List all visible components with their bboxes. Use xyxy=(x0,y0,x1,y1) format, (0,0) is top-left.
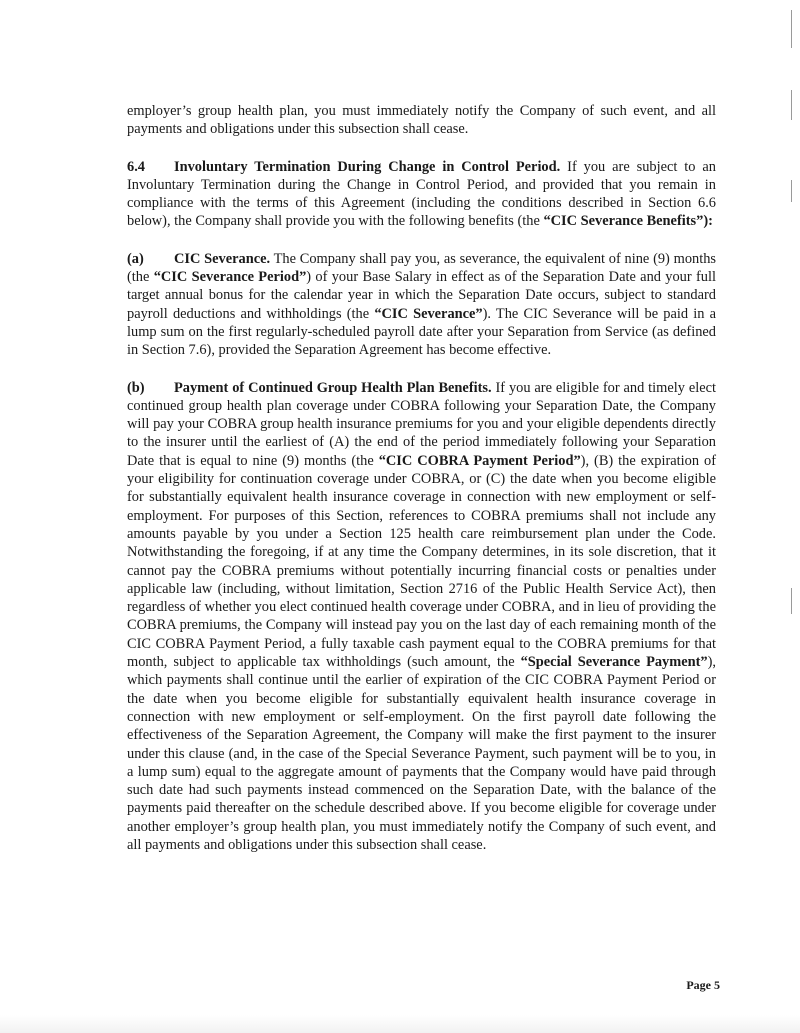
subsection-a-label: (a) xyxy=(127,250,144,267)
subsection-b-body-1: If you are eligible for and timely elect continued group health plan coverage under COBRA following your Separation Date, the Company will pay your COBRA group health insurance premiums for you and your eligible dependents directly to the insurer until the earliest of (A) the end of the period immediately following your Separation Date that is equal to nine (9) months (the xyxy=(127,379,716,469)
margin-mark-middle xyxy=(791,180,792,202)
subsection-b-body-3: ), which payments shall continue until the earlier of expiration of the CIC COBRA Payment Period or the date when you become eligible for substantially equivalent health insurance coverage in connection with new employment or self-employment. On the first payroll date following the effectiveness of the Separation Agreement, the Company will make the first payment to the insurer under this clause (and, in the case of the Special Severance Payment, such payment will be to you, in a lump sum) equal to the aggregate amount of payments that the Company would have paid through such date had such payments instead commenced on the Separation Date, with the balance of the payments paid thereafter on the schedule described above. If you become eligible for coverage under another employer’s group health plan, you must immediately notify the Company of such event, and all payments and obligations under this subsection shall cease. xyxy=(127,654,717,853)
subsection-b-label: (b) xyxy=(127,379,145,396)
subsection-a-body-1: The Company shall pay you, as severance, the equivalent of nine (9) months (the xyxy=(127,250,716,286)
scan-bottom-edge xyxy=(0,1015,800,1033)
section-heading: Involuntary Termination During Change in Control Period. xyxy=(174,158,561,175)
subsection-a-heading: CIC Severance. xyxy=(174,250,271,267)
margin-mark-top xyxy=(791,10,792,48)
subsection-a-body-3: ). The CIC Severance will be paid in a lump sum on the first regularly-scheduled payroll date after your Separation from Service (as defined in Section 7.6), provided the Separation Agreement has become effective. xyxy=(127,305,716,359)
intro-text: employer’s group health plan, you must immediately notify the Company of such event, and all payments and obligations under this subsection shall cease. xyxy=(127,103,716,138)
margin-mark-lower xyxy=(791,588,792,614)
subsection-b-body-2: ), (B) the expiration of your eligibility for continuation coverage under COBRA, or (C) the date when you become eligible for substantially equivalent health insurance coverage in connection with new employment or self-employment. For purposes of this Section, references to COBRA premiums shall not include any amounts payable by you under a Section 125 health care reimbursement plan under the Code. Notwithstanding the foregoing, if at any time the Company determines, in its sole discretion, that it cannot pay the COBRA premiums without potentially incurring financial costs or penalties under applicable law (including, without limitation, Section 2716 of the Public Health Service Act), then regardless of whether you elect continued health coverage under COBRA, and in lieu of providing the COBRA premiums, the Company will instead pay you on the last day of each remaining month of the CIC COBRA Payment Period, a fully taxable cash payment equal to the COBRA premiums for that month, subject to applicable tax withholdings (such amount, the xyxy=(127,452,717,671)
defined-term-special-severance-payment: “Special Severance Payment” xyxy=(520,654,708,671)
margin-mark-upper xyxy=(791,90,792,120)
defined-term-cic-severance-period: “CIC Severance Period” xyxy=(153,269,307,286)
defined-term-cic-severance: “CIC Severance” xyxy=(374,305,483,322)
subsection-a xyxy=(127,250,716,360)
section-number: 6.4 xyxy=(127,158,145,175)
document-page xyxy=(127,102,716,854)
defined-term-cic-severance-benefits: “CIC Severance Benefits” xyxy=(543,213,704,230)
subsection-b xyxy=(127,379,716,855)
section-body-2: ): xyxy=(703,213,713,230)
section-body-1: If you are subject to an Involuntary Termination during the Change in Control Period, and provided that you remain in compliance with the terms of this Agreement (including the conditions described in Section 6.6 below), the Company shall provide you with the following benefits (the xyxy=(127,158,716,230)
subsection-a-body-2: ) of your Base Salary in effect as of the Separation Date and your full target annual bonus for the calendar year in which the Separation Date occurs, subject to standard payroll deductions and withholdings (the xyxy=(127,269,716,322)
defined-term-cic-cobra-payment-period: “CIC COBRA Payment Period” xyxy=(378,452,581,469)
section-6-4 xyxy=(127,158,716,231)
page-number: Page 5 xyxy=(686,978,720,992)
intro-paragraph xyxy=(127,102,716,139)
subsection-b-heading: Payment of Continued Group Health Plan Benefits. xyxy=(174,379,492,396)
